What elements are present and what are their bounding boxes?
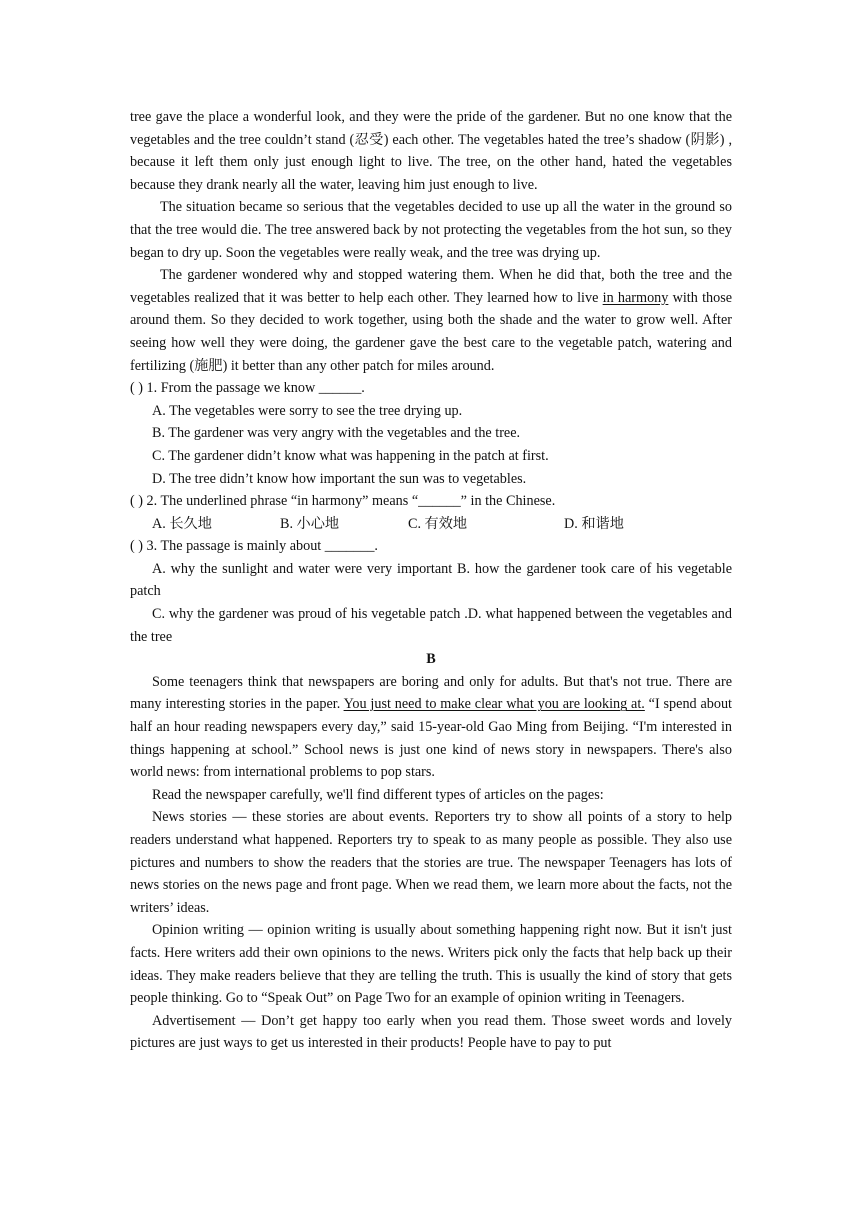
passage-a-paragraph-2: The situation became so serious that the vegetables decided to use up all the water in the ground so that the tree would die. The tree answered back by not protecting the vegetables from the hot sun, so they began to dry up. Soon the vegetables were really weak, and the tree was drying up. xyxy=(130,199,732,261)
question-1-option-b: B. The gardener was very angry with the vegetables and the tree. xyxy=(152,425,521,442)
question-1-option-c: C. The gardener didn’t know what was happening in the patch at first. xyxy=(152,447,549,464)
section-b-paragraph-5: Advertisement — Don’t get happy too early when you read them. Those sweet words and lovely pictures are just ways to get us interested in their products! People have to pay to put xyxy=(130,1012,732,1052)
question-2-option-b: B. 小心地 xyxy=(280,515,340,532)
section-b-paragraph-1 xyxy=(130,671,732,784)
section-b-heading: B xyxy=(426,651,436,668)
section-b-paragraph-3: News stories — these stories are about events. Reporters try to show all points of a story to help readers understand what happened. Reporters try to speak to as many people as possible. They also use pictures and numbers to show the readers that the stories are true. The newspaper Teenagers has lots of news stories on the news page and front page. When we read them, we learn more about the facts, not the writers’ ideas. xyxy=(130,809,732,916)
section-b-paragraph-2: Read the newspaper carefully, we'll find different types of articles on the pages: xyxy=(152,786,604,803)
passage-a-paragraph-3 xyxy=(130,264,732,377)
question-1-option-d: D. The tree didn’t know how important the sun was to vegetables. xyxy=(152,470,527,487)
underlined-phrase-in-harmony: in harmony xyxy=(602,289,669,306)
question-3-options-ab: A. why the sunlight and water were very important B. how the gardener took care of his vegetable patch xyxy=(130,560,732,600)
question-2-option-a: A. 长久地 xyxy=(152,515,212,532)
question-2-option-c: C. 有效地 xyxy=(408,515,468,532)
underlined-sentence: You just need to make clear what you are looking at. xyxy=(343,696,645,713)
question-2-stem: ( ) 2. The underlined phrase “in harmony” means “______” in the Chinese. xyxy=(130,493,556,510)
paragraph-3-text-before: The gardener wondered why and stopped watering them. When he did that, both the tree and the vegetables realized that it was better to help each other. They learned how to live xyxy=(130,267,732,306)
question-3-options-cd: C. why the gardener was proud of his vegetable patch .D. what happened between the vegetables and the tree xyxy=(130,606,732,645)
question-3-stem: ( ) 3. The passage is mainly about _______. xyxy=(130,538,378,555)
section-b-paragraph-4: Opinion writing — opinion writing is usually about something happening right now. But it isn't just facts. Here writers add their own opinions to the news. Writers pick only the facts that help back up their ideas. They make readers believe that they are telling the truth. This is usually the kind of story that gets people thinking. Go to “Speak Out” on Page Two for an example of opinion writing in Teenagers. xyxy=(130,922,732,1007)
section-b-p1-after: “I spend about half an hour reading newspapers every day,” said 15-year-old Gao Ming from Beijing. “I'm interested in things happening at school.” School news is just one kind of news story in newspapers. There's also world news: from international problems to pop stars. xyxy=(130,696,732,781)
question-2-option-d: D. 和谐地 xyxy=(564,515,624,532)
section-b-p1-before: Some teenagers think that newspapers are boring and only for adults. But that's not true. There are many interesting stories in the paper. xyxy=(130,673,732,713)
question-1-stem: ( ) 1. From the passage we know ______. xyxy=(130,380,365,397)
document-page xyxy=(130,106,732,1055)
paragraph-3-text-after: with those around them. So they decided to work together, using both the shade and the water to grow well. After seeing how well they were doing, the gardener gave the best care to the vegetable patch, watering and fertilizing (施肥) it better than any other patch for miles around. xyxy=(130,289,733,374)
question-1-option-a: A. The vegetables were sorry to see the tree drying up. xyxy=(152,402,463,419)
question-2-options xyxy=(130,513,732,536)
passage-a-paragraph-1: tree gave the place a wonderful look, and they were the pride of the gardener. But no one know that the vegetables and the tree couldn’t stand (忍受) each other. The vegetables hated the tree’s shadow (阴影) , because it left them only just enough light to live. The tree, on the other hand, hated the vegetables because they drank nearly all the water, leaving him just enough to live. xyxy=(130,109,732,193)
